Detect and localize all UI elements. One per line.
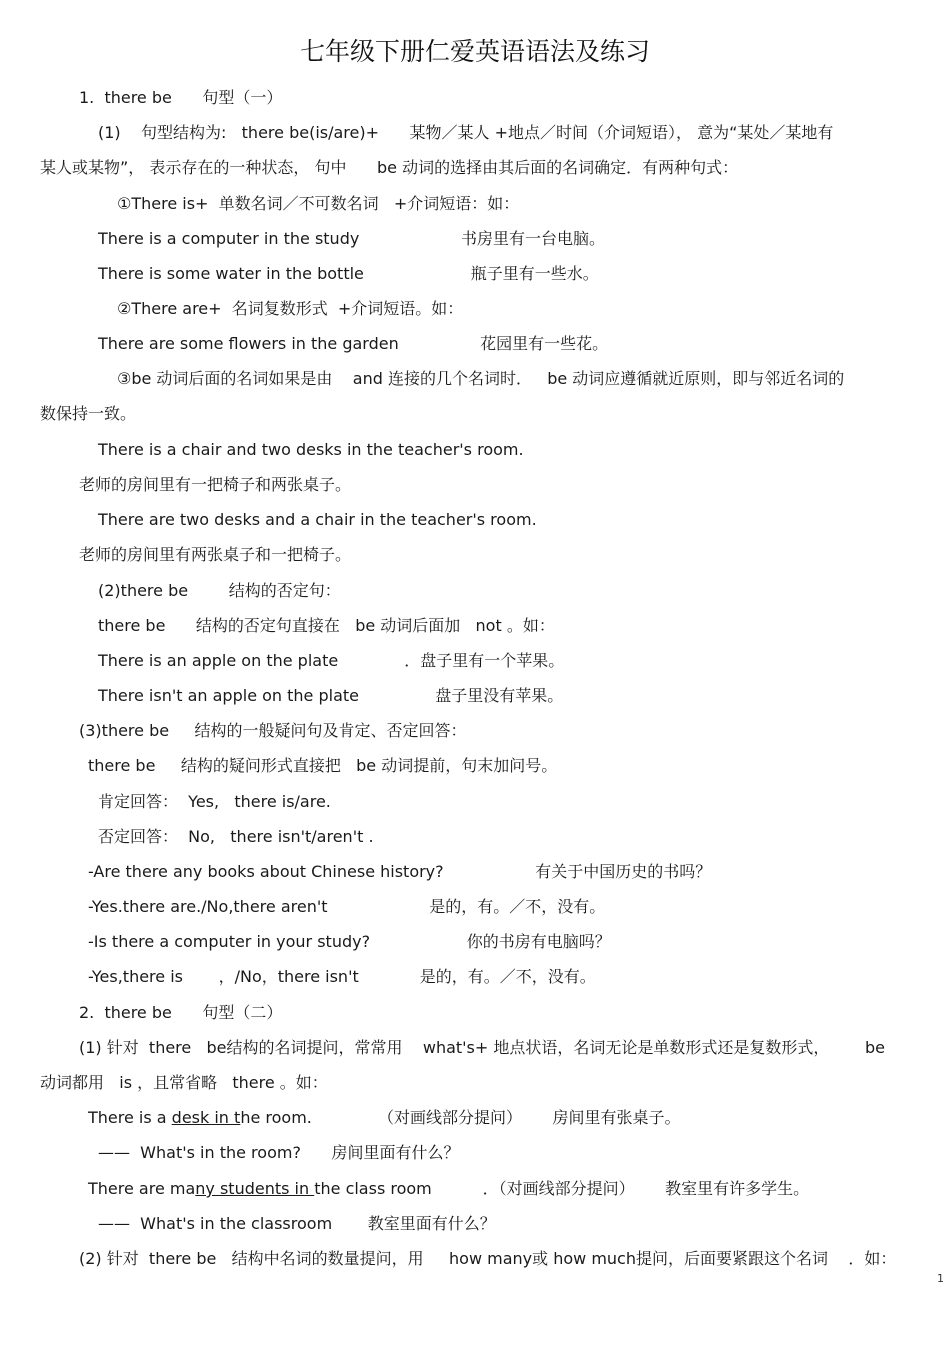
text-line: 数保持一致。 [40,404,137,423]
text-line: 动词都用 is ，且常省略 there 。如： [40,1073,328,1092]
text-line: 肯定回答： Yes, there is/are. [98,792,331,811]
dialogue-line: -Is there a computer in your study? 你的书房有电脑吗？ [88,932,611,951]
text-line: there be 结构的否定句直接在 be 动词后面加 not 。如： [98,616,555,635]
section-heading: 2. there be 句型（二） [79,1003,283,1022]
example-line: There is some water in the bottle 瓶子里有一些水。 [98,264,599,283]
example-line: There is a chair and two desks in the teacher's room. [98,440,524,459]
text-line: ③be 动词后面的名词如果是由 and 连接的几个名词时． be 动词应遵循就近原则，即与邻近名词的 [117,369,845,388]
text-line: ②There are+ 名词复数形式 +介词短语。如： [117,299,464,318]
page-title: 七年级下册仁爱英语语法及练习 [299,37,650,66]
translation-line: 老师的房间里有一把椅子和两张桌子。 [79,475,352,494]
example-line: There is a computer in the study 书房里有一台电脑。 [98,229,606,248]
page-number: 1 [937,1272,944,1285]
text-line: there be 结构的疑问形式直接把 be 动词提前，句末加问号。 [88,756,558,775]
dialogue-line: -Are there any books about Chinese history? 有关于中国历史的书吗？ [88,862,712,881]
example-line: There are some flowers in the garden 花园里有一些花。 [98,334,609,353]
example-line: —— What's in the classroom 教室里面有什么？ [98,1214,496,1233]
subheading-line: (3)there be 结构的一般疑问句及肯定、否定回答： [79,721,467,740]
underlined-phrase: ny students in [195,1179,315,1198]
text-line: (1) 针对 there be结构的名词提问，常常用 what's+ 地点状语，名词无论是单数形式还是复数形式， be [79,1038,885,1057]
dialogue-line: -Yes,there is ，/No，there isn't 是的，有。／不，没有。 [88,967,596,986]
text-line: (1) 句型结构为: there be(is/are)+ 某物／某人 +地点／时间（介词短语）， 意为“某处／某地有 [98,123,834,142]
example-line: There are two desks and a chair in the teacher's room. [98,510,537,529]
translation-line: 老师的房间里有两张桌子和一把椅子。 [79,545,352,564]
text-line: (2) 针对 there be 结构中名词的数量提问，用 how many或 how much提问，后面要紧跟这个名词 ．如： [79,1249,897,1268]
text-line: ①There is+ 单数名词／不可数名词 +介词短语：如： [117,194,520,213]
dialogue-line: -Yes.there are./No,there aren't 是的，有。／不，没有。 [88,897,606,916]
text-line: 某人或某物”， 表示存在的一种状态， 句中 be 动词的选择由其后面的名词确定．有两种句式： [40,158,739,177]
example-line: There are many students in the class room ．（对画线部分提问） 教室里有许多学生。 [88,1179,810,1198]
subheading-line: (2)there be 结构的否定句： [98,581,341,600]
section-heading: 1. there be 句型（一） [79,88,283,107]
underlined-phrase: desk in t [171,1108,241,1127]
text-line: 否定回答： No, there isn't/aren't . [98,827,374,846]
example-line: There is a desk in the room. （对画线部分提问） 房间里有张桌子。 [88,1108,681,1127]
example-line: —— What's in the room? 房间里面有什么？ [98,1143,460,1162]
example-line: There is an apple on the plate ．盘子里有一个苹果。 [98,651,565,670]
example-line: There isn't an apple on the plate 盘子里没有苹果。 [98,686,564,705]
